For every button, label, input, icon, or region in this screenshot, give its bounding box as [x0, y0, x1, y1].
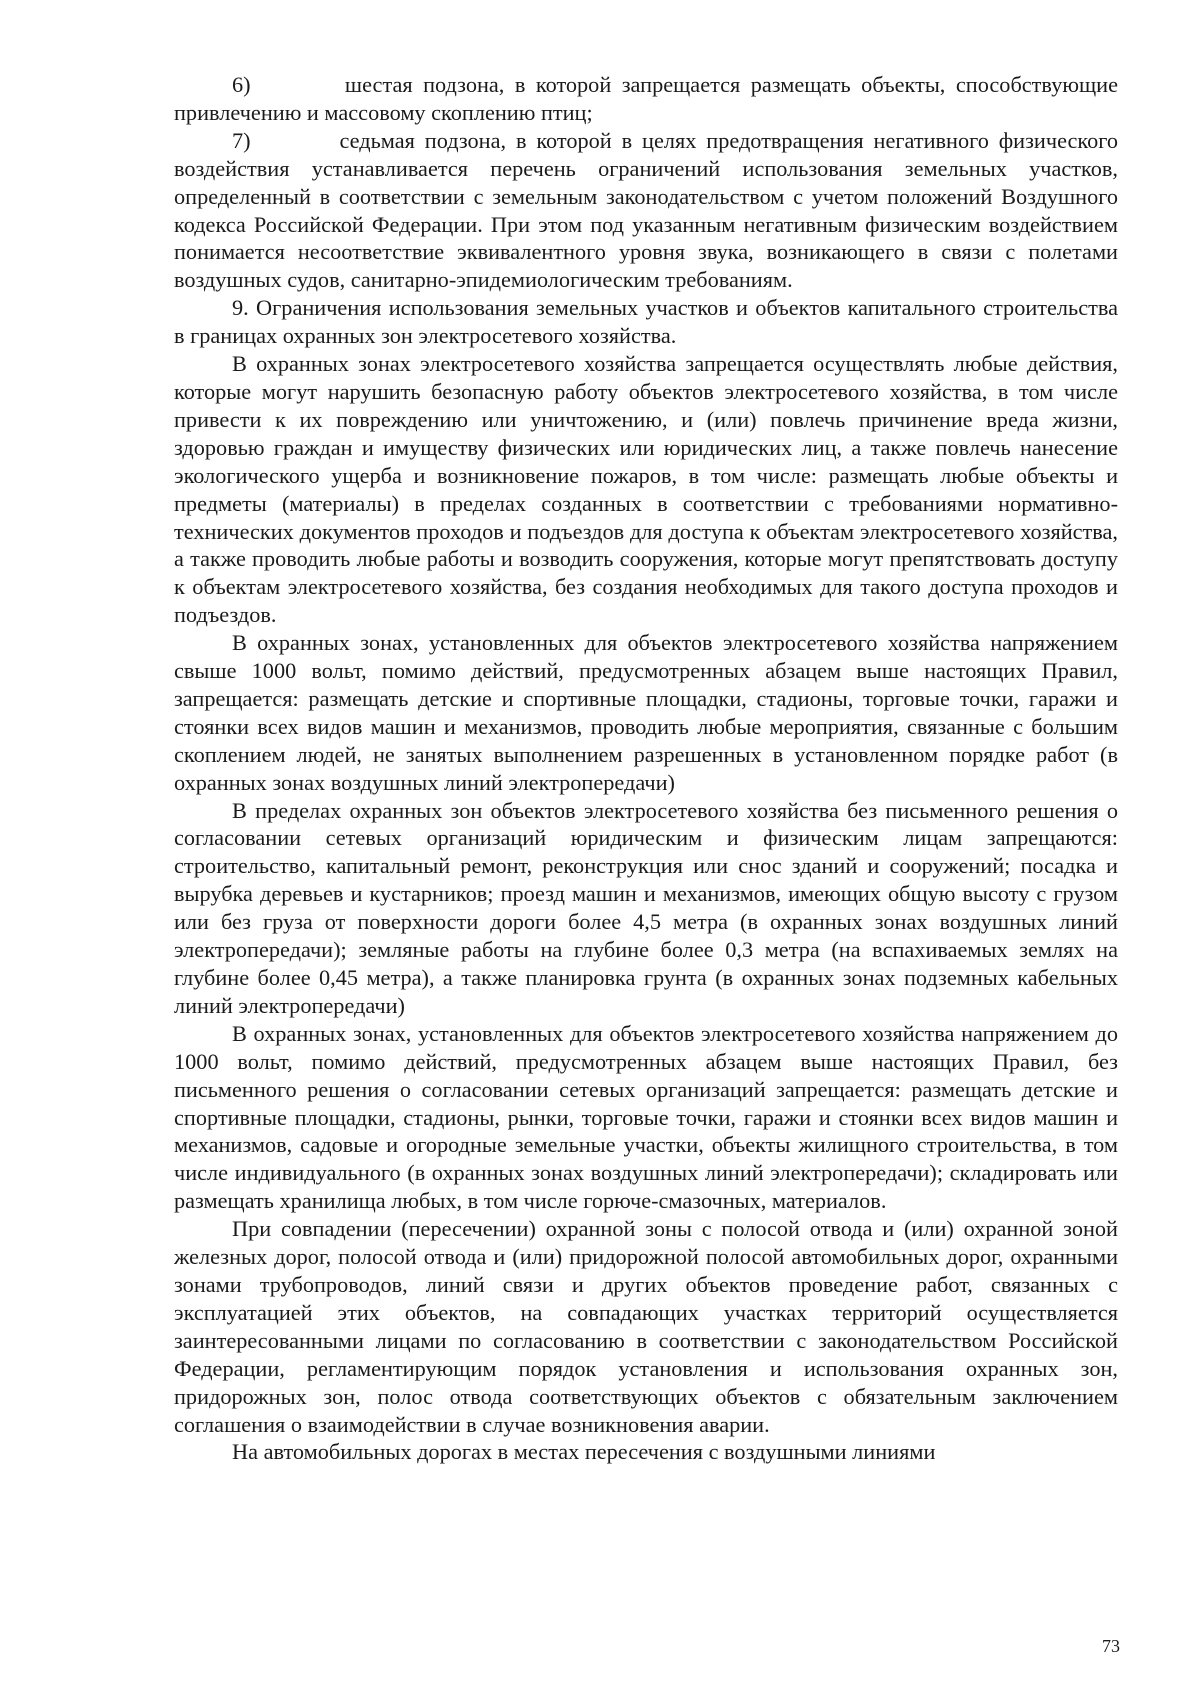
paragraph-zone-overlap: При совпадении (пересечении) охранной зоны с полосой отвода и (или) охранной зоной железных дорог, полосой отвода и (или) придорожной полосой автомобильных дорог, охранными зонами трубопроводов, линий связи и других объектов проведение работ, связанных с эксплуатацией этих объектов, на совпадающих участках территорий осуществляется заинтересованными лицами по согласованию в соответствии с законодательством Российской Федерации, регламентирующим порядок установления и использования охранных зон, придорожных зон, полос отвода соответствующих объектов с обязательным заключением соглашения о взаимодействии в случае возникновения аварии. [174, 1216, 1118, 1437]
page-number: 73 [1102, 1636, 1120, 1656]
paragraph-grid-zone-prohibitions: В охранных зонах электросетевого хозяйства запрещается осуществлять любые действия, которые могут нарушить безопасную работу объектов электросетевого хозяйства, в том числе привести к их повреждению или уничтожению, и (или) повлечь причинение вреда жизни, здоровью граждан и имуществу физических или юридических лиц, а также повлечь нанесение экологического ущерба и возникновение пожаров, в том числе: размещать любые объекты и предметы (материалы) в пределах созданных в соответствии с требованиями нормативно-технических документов проходов и подъездов для доступа к объектам электросетевого хозяйства, а также проводить любые работы и возводить сооружения, которые могут препятствовать доступу к объектам электросетевого хозяйства, без создания необходимых для такого доступа проходов и подъездов. [174, 351, 1118, 628]
paragraph-section-9-heading: 9. Ограничения использования земельных участков и объектов капитального строительства в границах охранных зон электросетевого хозяйства. [174, 295, 1118, 349]
paragraph-up-to-1000-volt: В охранных зонах, установленных для объектов электросетевого хозяйства напряжением до 1000 вольт, помимо действий, предусмотренных абзацем выше настоящих Правил, без письменного решения о согласовании сетевых организаций запрещается: размещать детские и спортивные площадки, стадионы, рынки, торговые точки, гаражи и стоянки всех видов машин и механизмов, садовые и огородные земельные участки, объекты жилищного строительства, в том числе индивидуального (в охранных зонах воздушных линий электропередачи); складировать или размещать хранилища любых, в том числе горюче-смазочных, материалов. [174, 1020, 1118, 1214]
paragraph-without-written-approval: В пределах охранных зон объектов электросетевого хозяйства без письменного решения о согласовании сетевых организаций юридическим и физическим лицам запрещаются: строительство, капитальный ремонт, реконструкция или снос зданий и сооружений; посадка и вырубка деревьев и кустарников; проезд машин и механизмов, имеющих общую высоту с грузом или без груза от поверхности дороги более 4,5 метра (в охранных зонах воздушных линий электропередачи); земляные работы на глубине более 0,3 метра (на вспахиваемых землях на глубине более 0,45 метра), а также планировка грунта (в охранных зонах подземных кабельных линий электропередачи) [174, 797, 1118, 1018]
paragraph-over-1000-volt: В охранных зонах, установленных для объектов электросетевого хозяйства напряжением свыше 1000 вольт, помимо действий, предусмотренных абзацем выше настоящих Правил, запрещается: размещать детские и спортивные площадки, стадионы, торговые точки, гаражи и стоянки всех видов машин и механизмов, проводить любые мероприятия, связанные с большим скоплением людей, не занятых выполнением разрешенных в установленном порядке работ (в охранных зонах воздушных линий электропередачи) [174, 630, 1118, 795]
paragraph-subzone-7: 7) седьмая подзона, в которой в целях предотвращения негативного физического воздействия устанавливается перечень ограничений использования земельных участков, определенный в соответствии с земельным законодательством с учетом положений Воздушного кодекса Российской Федерации. При этом под указанным негативным физическим воздействием понимается несоответствие эквивалентного уровня звука, возникающего в связи с полетами воздушных судов, санитарно-эпидемиологическим требованиям. [174, 127, 1118, 293]
paragraph-subzone-6: 6) шестая подзона, в которой запрещается размещать объекты, способствующие привлечению и массовому скоплению птиц; [174, 72, 1118, 125]
document-body [174, 71, 1118, 1466]
paragraph-highway-crossings: На автомобильных дорогах в местах пересечения с воздушными линиями [232, 1439, 936, 1465]
